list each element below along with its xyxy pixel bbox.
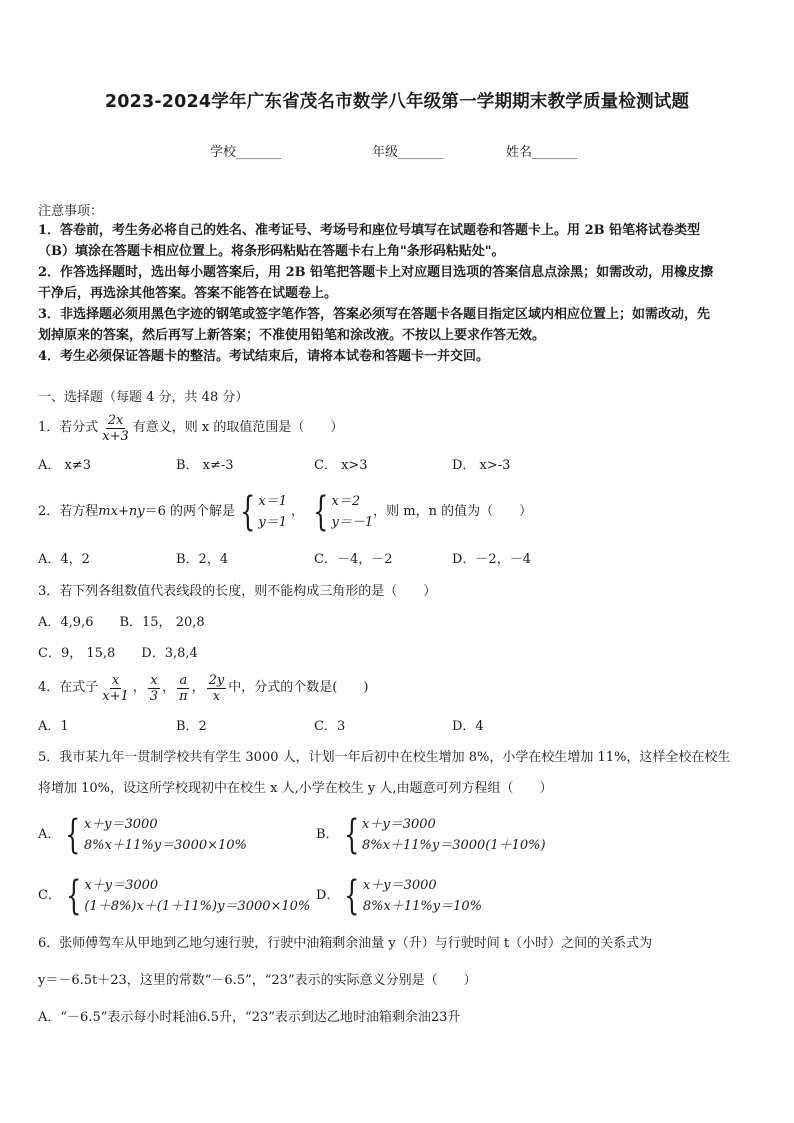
- q5-d-eq-1: x＋y＝3000: [362, 878, 437, 893]
- q5-b-eq-1: x＋y＝3000: [362, 817, 436, 832]
- q5-a-eq-2: 8%x＋11%y＝3000×10%: [83, 838, 247, 853]
- q1-option-b: B． x≠-3: [176, 458, 234, 473]
- brace-icon: {: [66, 873, 82, 919]
- brace-icon: {: [65, 812, 81, 858]
- q1-prefix: 1．若分式: [38, 420, 99, 435]
- brace-icon: {: [240, 489, 256, 535]
- q4-f1-denominator: x+1: [102, 688, 129, 704]
- q4-f2-denominator: 3: [149, 688, 159, 704]
- note-2-line-1: 2．作答选择题时，选出每小题答案后，用 2B 铅笔把答题卡上对应题目选项的答案信息点涂黑；如需改动，用橡皮擦: [38, 265, 714, 280]
- q4-comma-2: ，: [162, 680, 176, 695]
- q2-comma: ，: [291, 504, 305, 519]
- q2-middle: ＝6 的两个解是: [144, 504, 235, 519]
- q2-s2-line-1: x＝2: [331, 494, 361, 509]
- grade-field: 年级_______: [372, 145, 444, 160]
- q4-prefix: 4．在式子: [38, 680, 99, 695]
- q4-comma-3: ，: [191, 680, 205, 695]
- q4-option-c: C．3: [314, 719, 346, 734]
- q1-fraction: [100, 413, 131, 444]
- q1-option-a: A． x≠3: [38, 458, 92, 473]
- question-1: [38, 410, 343, 446]
- q5-d-eq-2: 8%x＋11%y＝10%: [362, 899, 482, 914]
- q4-f4-numerator: 2y: [208, 672, 225, 688]
- q5-option-a: [38, 812, 247, 858]
- q6-option-a: A．“－6.5”表示每小时耗油6.5升，“23”表示到达乙地时油箱剩余油23升: [38, 1010, 461, 1025]
- question-5-line-1: 5．我市某九年一贯制学校共有学生 3000 人，计划一年后初中在校生增加 8%，小学在校生增加 11%，这样全校在校生: [38, 750, 731, 765]
- question-6-line-1: 6．张师傅驾车从甲地到乙地匀速行驶，行驶中油箱剩余油量 y（升）与行驶时间 t（小时）之间的关系式为: [38, 936, 653, 951]
- q5-c-label: C．: [38, 888, 61, 903]
- q4-option-d: D．4: [452, 719, 484, 734]
- q2-s2-line-2: y＝－1: [331, 515, 374, 530]
- q2-s1-line-1: x＝1: [258, 494, 288, 509]
- q4-f3-denominator: π: [179, 688, 188, 704]
- q4-comma-1: ，: [132, 680, 146, 695]
- q2-solution-2: [308, 491, 373, 533]
- note-2-line-2: 干净后，再选涂其他答案。答案不能答在试题卷上。: [38, 286, 338, 301]
- q5-a-eq-1: x＋y＝3000: [83, 817, 158, 832]
- q5-option-d: [316, 873, 482, 919]
- q2-option-c: C．－4，－2: [314, 552, 393, 567]
- q5-a-label: A．: [38, 827, 61, 842]
- q2-option-a: A．4，2: [38, 552, 90, 567]
- note-4: 4．考生必须保证答题卡的整洁。考试结束后，请将本试卷和答题卡一并交回。: [38, 349, 490, 364]
- q5-option-c: [38, 873, 310, 919]
- q1-numerator: 2x: [107, 412, 124, 428]
- q3-options-cd: C．9， 15,8 D．3,8,4: [38, 646, 198, 661]
- q1-option-c: C． x>3: [314, 458, 368, 473]
- q4-f4-denominator: x: [212, 688, 221, 704]
- note-3-line-1: 3．非选择题必须用黑色字迹的钢笔或签字笔作答，答案必须写在答题卡各题目指定区域内相应位置上；如需改动，先: [38, 307, 711, 322]
- q2-equation: mx+ny: [98, 504, 145, 519]
- question-4: [38, 670, 368, 706]
- note-3-line-2: 划掉原来的答案，然后再写上新答案；不准使用铅笔和涂改液。不按以上要求作答无效。: [38, 328, 546, 343]
- q4-fraction-2: [148, 673, 160, 704]
- section-heading: 一、选择题（每题 4 分，共 48 分）: [38, 390, 249, 405]
- question-3: 3．若下列各组数值代表线段的长度，则不能构成三角形的是（ ）: [38, 584, 437, 599]
- q5-option-b: [316, 812, 546, 858]
- q4-f3-numerator: a: [179, 672, 188, 688]
- notes-heading: 注意事项：: [38, 204, 104, 219]
- name-field: 姓名_______: [506, 145, 578, 160]
- q4-fraction-1: [100, 673, 131, 704]
- brace-icon: {: [344, 873, 360, 919]
- q5-c-eq-1: x＋y＝3000: [84, 878, 159, 893]
- q5-b-eq-2: 8%x＋11%y＝3000(1＋10%): [362, 838, 546, 853]
- school-field: 学校_______: [210, 145, 282, 160]
- q4-option-b: B．2: [176, 719, 207, 734]
- note-1-line-1: 1．答卷前，考生务必将自己的姓名、准考证号、考场号和座位号填写在试题卷和答题卡上。用 2B 铅笔将试卷类型: [38, 223, 701, 238]
- q1-option-d: D． x>-3: [452, 458, 511, 473]
- page-title: 2023-2024学年广东省茂名市数学八年级第一学期期末教学质量检测试题: [104, 92, 690, 112]
- q4-option-a: A．1: [38, 719, 69, 734]
- question-5-line-2: 将增加 10%，设这所学校现初中在校生 x 人,小学在校生 y 人,由题意可列方程组（ ）: [38, 781, 553, 796]
- q2-option-b: B．2，4: [176, 552, 229, 567]
- q4-fraction-3: [177, 673, 190, 704]
- q5-d-label: D．: [316, 888, 340, 903]
- q2-suffix: ，则 m，n 的值为（ ）: [373, 504, 533, 519]
- q5-c-eq-2: (1＋8%)x＋(1＋11%)y＝3000×10%: [84, 899, 311, 914]
- q1-suffix: 有意义，则 x 的取值范围是（ ）: [132, 420, 344, 435]
- brace-icon: {: [313, 489, 329, 535]
- note-1-line-2: （B）填涂在答题卡相应位置上。将条形码粘贴在答题卡右上角"条形码粘贴处"。: [38, 244, 505, 259]
- q1-denominator: x+3: [102, 428, 129, 444]
- q2-solution-1: [235, 491, 287, 533]
- q5-b-label: B．: [316, 827, 339, 842]
- q2-option-d: D．－2，－4: [452, 552, 531, 567]
- q3-options-ab: A．4,9,6 B．15， 20,8: [38, 615, 205, 630]
- question-6-line-2: y＝－6.5t＋23，这里的常数“－6.5”，“23”表示的实际意义分别是（ ）: [38, 973, 477, 988]
- brace-icon: {: [343, 812, 359, 858]
- q4-f1-numerator: x: [111, 672, 120, 688]
- q4-suffix: 中，分式的个数是( ): [228, 680, 369, 695]
- q2-s1-line-2: y＝1: [258, 515, 288, 530]
- q4-f2-numerator: x: [150, 672, 158, 688]
- q2-prefix: 2．若方程: [38, 504, 99, 519]
- question-2: [38, 489, 532, 535]
- q4-fraction-4: [207, 673, 227, 704]
